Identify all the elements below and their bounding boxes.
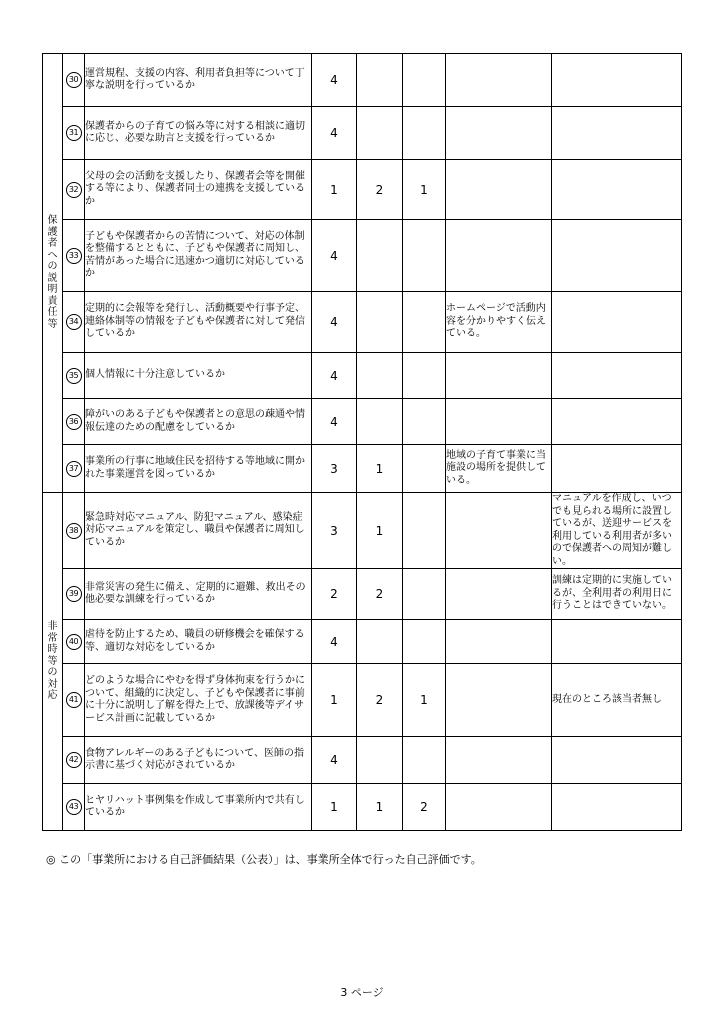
improvement-cell xyxy=(552,107,682,160)
item-text: 保護者からの子育ての悩み等に対する相談に適切に応じ、必要な助言と支援を行っているか xyxy=(85,107,312,160)
improvement-cell xyxy=(552,353,682,399)
table-row xyxy=(43,54,682,107)
comment-cell: ホームページで活動内容を分かりやすく伝えている。 xyxy=(446,292,552,353)
comment-cell xyxy=(446,569,552,620)
item-number: 43 xyxy=(66,799,82,815)
comment-cell: 地域の子育て事業に当施設の場所を提供している。 xyxy=(446,445,552,493)
count-no xyxy=(403,445,446,493)
table-row xyxy=(43,292,682,353)
comment-cell xyxy=(446,107,552,160)
item-number-cell xyxy=(63,664,85,737)
improvement-cell xyxy=(552,399,682,445)
count-yes: 4 xyxy=(312,220,357,292)
count-no xyxy=(403,493,446,569)
item-text: 父母の会の活動を支援したり、保護者会等を開催する等により、保護者同士の連携を支援しているか xyxy=(85,160,312,220)
count-neutral xyxy=(357,54,403,107)
comment-cell xyxy=(446,399,552,445)
count-no xyxy=(403,54,446,107)
count-yes: 4 xyxy=(312,353,357,399)
item-text: 非常災害の発生に備え、定期的に避難、救出その他必要な訓練を行っているか xyxy=(85,569,312,620)
count-yes: 4 xyxy=(312,620,357,664)
count-no xyxy=(403,220,446,292)
count-neutral xyxy=(357,292,403,353)
improvement-cell xyxy=(552,445,682,493)
item-number-cell xyxy=(63,292,85,353)
item-text: 緊急時対応マニュアル、防犯マニュアル、感染症対応マニュアルを策定し、職員や保護者に周知しているか xyxy=(85,493,312,569)
count-neutral xyxy=(357,620,403,664)
count-no xyxy=(403,353,446,399)
item-number-cell xyxy=(63,493,85,569)
count-no xyxy=(403,620,446,664)
count-neutral xyxy=(357,220,403,292)
item-text: 虐待を防止するため、職員の研修機会を確保する等、適切な対応をしているか xyxy=(85,620,312,664)
item-number: 35 xyxy=(66,368,82,384)
improvement-cell xyxy=(552,737,682,784)
item-number-cell xyxy=(63,107,85,160)
table-row xyxy=(43,737,682,784)
table-row xyxy=(43,353,682,399)
item-text: 運営規程、支援の内容、利用者負担等について丁寧な説明を行っているか xyxy=(85,54,312,107)
item-number-cell xyxy=(63,54,85,107)
comment-cell xyxy=(446,353,552,399)
count-no: 1 xyxy=(403,160,446,220)
item-number: 36 xyxy=(66,414,82,430)
item-text: 個人情報に十分注意しているか xyxy=(85,353,312,399)
count-yes: 3 xyxy=(312,493,357,569)
item-number-cell xyxy=(63,399,85,445)
count-neutral: 2 xyxy=(357,664,403,737)
item-number-cell xyxy=(63,353,85,399)
item-number: 39 xyxy=(66,586,82,602)
item-number-cell xyxy=(63,620,85,664)
count-neutral: 1 xyxy=(357,445,403,493)
improvement-cell: 訓練は定期的に実施しているが、全利用者の利用日に行うことはできていない。 xyxy=(552,569,682,620)
item-number: 41 xyxy=(66,692,82,708)
improvement-cell xyxy=(552,292,682,353)
table-row xyxy=(43,399,682,445)
item-number-cell xyxy=(63,160,85,220)
item-number: 31 xyxy=(66,125,82,141)
table-row xyxy=(43,620,682,664)
table-row xyxy=(43,107,682,160)
comment-cell xyxy=(446,737,552,784)
count-no xyxy=(403,737,446,784)
count-neutral: 2 xyxy=(357,569,403,620)
item-text: ヒヤリハット事例集を作成して事業所内で共有しているか xyxy=(85,784,312,831)
count-yes: 4 xyxy=(312,292,357,353)
item-number: 40 xyxy=(66,634,82,650)
improvement-cell xyxy=(552,54,682,107)
improvement-cell xyxy=(552,160,682,220)
count-yes: 4 xyxy=(312,54,357,107)
item-number-cell xyxy=(63,784,85,831)
page-number: 3 ページ xyxy=(340,986,384,999)
count-no xyxy=(403,107,446,160)
section-label-cell xyxy=(43,54,63,493)
item-number: 34 xyxy=(66,314,82,330)
footnote: ◎ この「事業所における自己評価結果（公表）」は、事業所全体で行った自己評価です。 xyxy=(46,853,482,866)
item-number: 38 xyxy=(66,523,82,539)
count-yes: 4 xyxy=(312,107,357,160)
item-text: 定期的に会報等を発行し、活動概要や行事予定、連絡体制等の情報を子どもや保護者に対して発信しているか xyxy=(85,292,312,353)
item-text: どのような場合にやむを得ず身体拘束を行うかについて、組織的に決定し、子どもや保護者に事前に十分に説明し了解を得た上で、放課後等デイサービス計画に記載しているか xyxy=(85,664,312,737)
item-number: 42 xyxy=(66,752,82,768)
comment-cell xyxy=(446,664,552,737)
count-no xyxy=(403,292,446,353)
count-neutral: 2 xyxy=(357,160,403,220)
comment-cell xyxy=(446,54,552,107)
comment-cell xyxy=(446,160,552,220)
count-no xyxy=(403,399,446,445)
count-yes: 1 xyxy=(312,160,357,220)
item-number-cell xyxy=(63,737,85,784)
item-text: 障がいのある子どもや保護者との意思の疎通や情報伝達のための配慮をしているか xyxy=(85,399,312,445)
improvement-cell: 現在のところ該当者無し xyxy=(552,664,682,737)
self-evaluation-table xyxy=(42,53,682,831)
item-number-cell xyxy=(63,445,85,493)
section-label: 非常時等の対応 xyxy=(47,621,58,701)
count-neutral xyxy=(357,107,403,160)
item-text: 子どもや保護者からの苦情について、対応の体制を整備するとともに、子どもや保護者に周知し、苦情があった場合に迅速かつ適切に対応しているか xyxy=(85,220,312,292)
count-neutral: 1 xyxy=(357,784,403,831)
item-number: 37 xyxy=(66,461,82,477)
count-no xyxy=(403,569,446,620)
count-neutral xyxy=(357,353,403,399)
count-yes: 1 xyxy=(312,664,357,737)
count-no: 2 xyxy=(403,784,446,831)
count-yes: 3 xyxy=(312,445,357,493)
improvement-cell xyxy=(552,784,682,831)
count-yes: 4 xyxy=(312,737,357,784)
item-number: 32 xyxy=(66,182,82,198)
improvement-cell xyxy=(552,620,682,664)
improvement-cell: マニュアルを作成し、いつでも見られる場所に設置しているが、送迎サービスを利用している利用者が多いので保護者への周知が難しい。 xyxy=(552,493,682,569)
item-text: 事業所の行事に地域住民を招待する等地域に開かれた事業運営を図っているか xyxy=(85,445,312,493)
comment-cell xyxy=(446,220,552,292)
section-label-cell xyxy=(43,493,63,831)
table-row xyxy=(43,160,682,220)
comment-cell xyxy=(446,784,552,831)
count-no: 1 xyxy=(403,664,446,737)
table-row xyxy=(43,784,682,831)
table-row xyxy=(43,220,682,292)
table-row xyxy=(43,569,682,620)
item-number: 30 xyxy=(66,72,82,88)
count-neutral: 1 xyxy=(357,493,403,569)
count-neutral xyxy=(357,737,403,784)
count-yes: 2 xyxy=(312,569,357,620)
count-yes: 1 xyxy=(312,784,357,831)
count-neutral xyxy=(357,399,403,445)
count-yes: 4 xyxy=(312,399,357,445)
item-number-cell xyxy=(63,569,85,620)
section-label: 保護者への説明責任等 xyxy=(47,215,58,330)
comment-cell xyxy=(446,620,552,664)
table-row xyxy=(43,445,682,493)
item-number: 33 xyxy=(66,248,82,264)
comment-cell xyxy=(446,493,552,569)
table-row xyxy=(43,664,682,737)
item-text: 食物アレルギーのある子どもについて、医師の指示書に基づく対応がされているか xyxy=(85,737,312,784)
table-row xyxy=(43,493,682,569)
item-number-cell xyxy=(63,220,85,292)
improvement-cell xyxy=(552,220,682,292)
